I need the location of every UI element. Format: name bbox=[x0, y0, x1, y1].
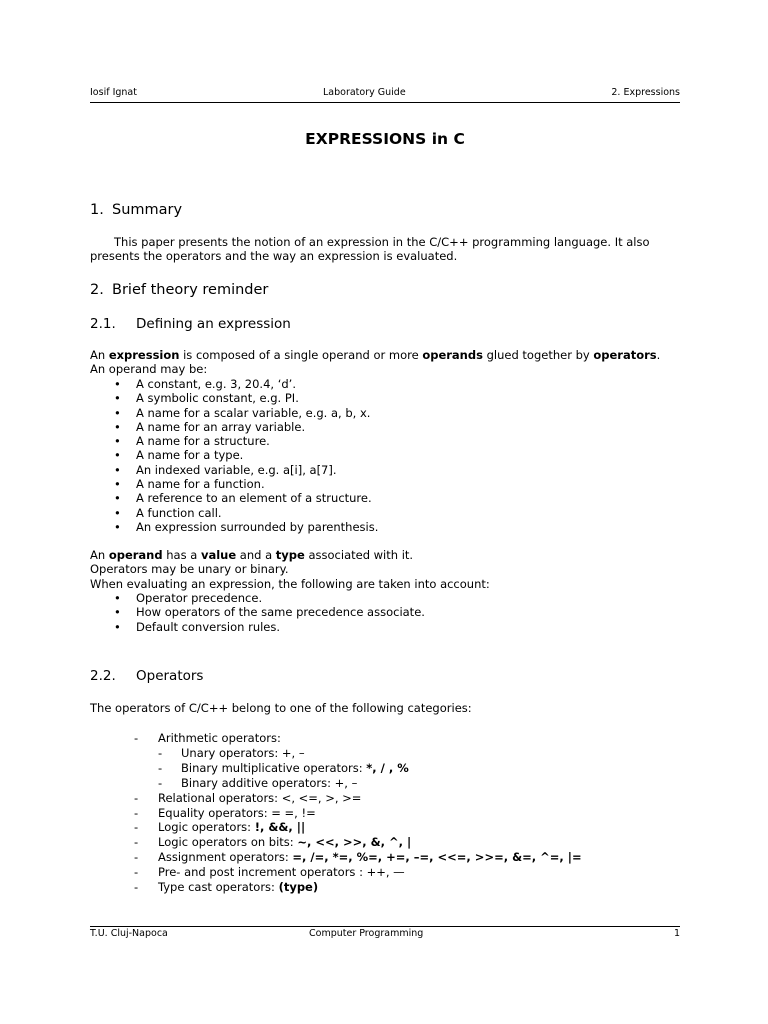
list-item: • An expression surrounded by parenthesis. bbox=[90, 520, 378, 534]
page-footer bbox=[90, 926, 680, 943]
section-2-2-heading bbox=[90, 668, 203, 684]
header-author: Iosif Ignat bbox=[90, 87, 137, 98]
operator-category-label: Pre- and post increment operators : ++, — bbox=[158, 865, 405, 880]
term-operands: operands bbox=[422, 348, 483, 362]
list-item: • A function call. bbox=[90, 506, 378, 520]
list-item: • Default conversion rules. bbox=[90, 620, 425, 634]
operator-category-label: Logic operators: bbox=[158, 820, 255, 835]
operator-category-item bbox=[90, 776, 582, 791]
text-run: associated with it. bbox=[304, 548, 414, 562]
footer-university: T.U. Cluj-Napoca bbox=[90, 928, 168, 939]
section-1-title: Summary bbox=[112, 202, 183, 218]
operator-category-item bbox=[90, 865, 582, 880]
list-item: • An indexed variable, e.g. a[i], a[7]. bbox=[90, 463, 378, 477]
operator-category-label: Logic operators on bits: bbox=[158, 835, 298, 850]
term-operand: operand bbox=[108, 548, 163, 562]
text-run: glued together by bbox=[482, 348, 594, 362]
operator-category-label: Type cast operators: bbox=[158, 880, 279, 895]
operator-category-item bbox=[90, 806, 582, 821]
section-2-1-heading bbox=[90, 316, 291, 332]
operator-category-item bbox=[90, 880, 582, 895]
operator-category-list bbox=[90, 731, 582, 895]
operator-category-label: Binary additive operators: +, – bbox=[181, 775, 358, 790]
header-guide: Laboratory Guide bbox=[323, 87, 406, 98]
operator-symbols: (type) bbox=[278, 880, 319, 895]
term-value: value bbox=[200, 548, 237, 562]
operand-list bbox=[90, 377, 378, 534]
text-run: An bbox=[90, 548, 109, 562]
operator-category-item bbox=[90, 761, 582, 776]
operator-category-item bbox=[90, 731, 582, 746]
operator-symbols: =, /=, *=, %=, +=, –=, <<=, >>=, &=, ^=, |= bbox=[292, 850, 582, 865]
list-item: • A reference to an element of a structure. bbox=[90, 491, 378, 505]
text-run: An bbox=[90, 348, 109, 362]
list-item: • A name for an array variable. bbox=[90, 420, 378, 434]
list-item: • A constant, e.g. 3, 20.4, ‘d’. bbox=[90, 377, 378, 391]
evaluation-list bbox=[90, 591, 425, 634]
section-2-heading bbox=[90, 282, 268, 298]
list-item: • A name for a function. bbox=[90, 477, 378, 491]
operator-category-item bbox=[90, 835, 582, 850]
operator-symbols: *, / , % bbox=[366, 760, 409, 775]
list-item: • A symbolic constant, e.g. PI. bbox=[90, 391, 378, 405]
list-item: • Operator precedence. bbox=[90, 591, 425, 605]
expression-definition bbox=[90, 348, 680, 377]
text-run: has a bbox=[162, 548, 201, 562]
operator-symbols: ~, <<, >>, &, ^, | bbox=[297, 835, 412, 850]
operator-category-item bbox=[90, 791, 582, 806]
footer-course: Computer Programming bbox=[309, 928, 424, 939]
term-operators: operators bbox=[593, 348, 657, 362]
list-item: • A name for a scalar variable, e.g. a, b, x. bbox=[90, 406, 378, 420]
operator-symbols: !, &&, || bbox=[254, 820, 306, 835]
operator-category-label: Arithmetic operators: bbox=[158, 731, 281, 745]
operator-category-label: Equality operators: = =, != bbox=[158, 805, 316, 820]
operator-category-label: Unary operators: +, – bbox=[181, 745, 305, 760]
section-2-1-number: 2.1. bbox=[90, 316, 116, 332]
term-expression: expression bbox=[108, 348, 180, 362]
operator-category-item bbox=[90, 850, 582, 865]
section-2-title: Brief theory reminder bbox=[112, 282, 269, 298]
section-2-number: 2. bbox=[90, 282, 104, 298]
operand-intro: An operand may be: bbox=[90, 362, 208, 377]
header-chapter: 2. Expressions bbox=[611, 87, 680, 98]
unary-binary-text: Operators may be unary or binary. bbox=[90, 562, 289, 577]
text-run: and a bbox=[236, 548, 276, 562]
list-item: • A name for a structure. bbox=[90, 434, 378, 448]
operator-category-label: Relational operators: <, <=, >, >= bbox=[158, 790, 362, 805]
operator-category-item bbox=[90, 820, 582, 835]
section-1-heading bbox=[90, 202, 182, 218]
text-run: is composed of a single operand or more bbox=[179, 348, 423, 362]
summary-paragraph: This paper presents the notion of an expression in the C/C++ programming language. It also presents the operators and the way an expression is evaluated. bbox=[90, 235, 650, 264]
term-type: type bbox=[275, 548, 305, 562]
operator-category-label: Assignment operators: bbox=[158, 850, 293, 865]
page-header bbox=[90, 86, 680, 103]
text-run: . bbox=[656, 348, 661, 362]
list-item: • A name for a type. bbox=[90, 448, 378, 462]
section-1-number: 1. bbox=[90, 202, 104, 218]
operator-category-label: Binary multiplicative operators: bbox=[181, 760, 367, 775]
section-2-2-title: Operators bbox=[136, 668, 204, 684]
section-2-2-number: 2.2. bbox=[90, 668, 116, 684]
operator-category-item bbox=[90, 746, 582, 761]
evaluation-intro: When evaluating an expression, the following are taken into account: bbox=[90, 576, 490, 591]
section-2-1-title: Defining an expression bbox=[136, 316, 291, 332]
list-item: • How operators of the same precedence associate. bbox=[90, 605, 425, 619]
document-title: EXPRESSIONS in C bbox=[305, 130, 465, 148]
footer-page-number: 1 bbox=[673, 928, 680, 939]
operand-paragraph bbox=[90, 548, 680, 591]
operators-intro: The operators of C/C++ belong to one of the following categories: bbox=[90, 701, 472, 715]
